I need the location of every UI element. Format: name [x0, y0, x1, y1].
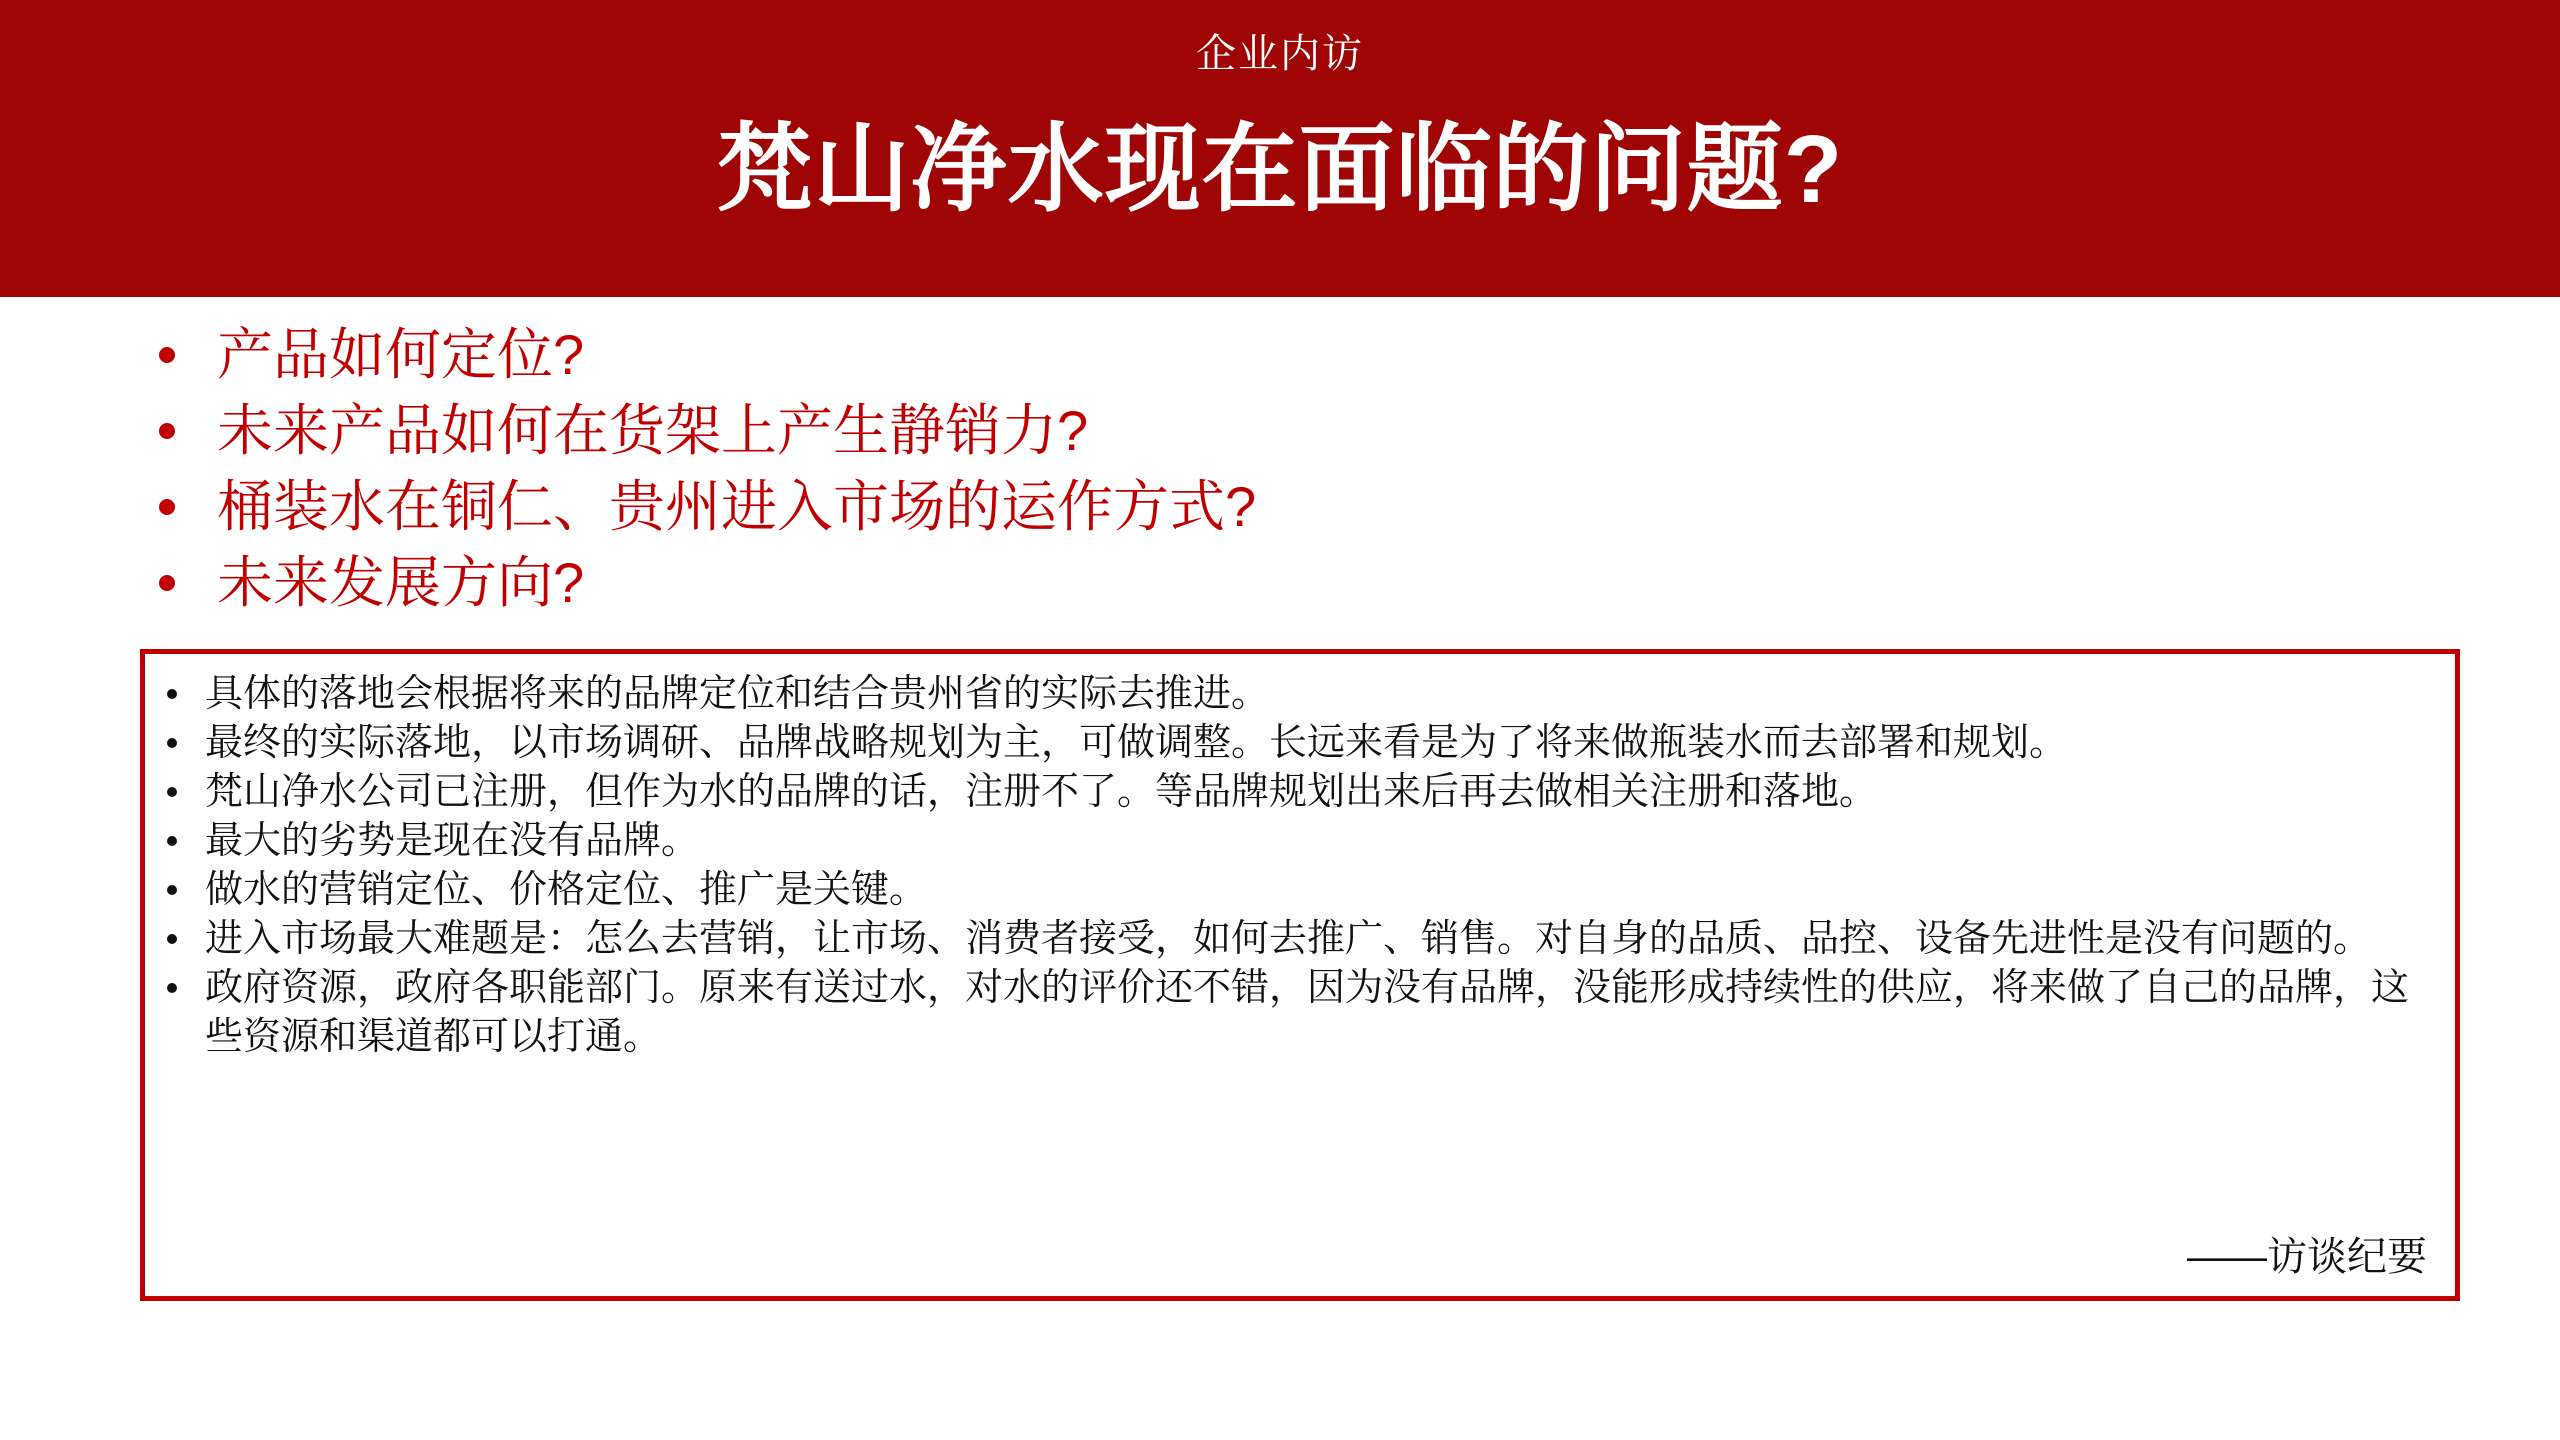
question-item: 产品如何定位?: [155, 317, 2560, 393]
question-list: [155, 317, 2560, 621]
note-item: 最终的实际落地，以市场调研、品牌战略规划为主，可做调整。长远来看是为了将来做瓶装水而去部署和规划。: [145, 719, 2425, 768]
note-item: 做水的营销定位、价格定位、推广是关键。: [145, 866, 2425, 915]
notes-list: [145, 670, 2425, 1062]
attribution-label: ——访谈纪要: [2187, 1235, 2427, 1279]
question-item: 未来产品如何在货架上产生静销力?: [155, 393, 2560, 469]
note-item: 进入市场最大难题是：怎么去营销，让市场、消费者接受，如何去推广、销售。对自身的品质、品控、设备先进性是没有问题的。: [145, 915, 2425, 964]
notes-box: [140, 649, 2460, 1301]
note-item: 具体的落地会根据将来的品牌定位和结合贵州省的实际去推进。: [145, 670, 2425, 719]
eyebrow-label: 企业内访: [1196, 31, 1364, 76]
question-item: 桶装水在铜仁、贵州进入市场的运作方式?: [155, 469, 2560, 545]
note-item: 最大的劣势是现在没有品牌。: [145, 817, 2425, 866]
note-item: 政府资源，政府各职能部门。原来有送过水，对水的评价还不错，因为没有品牌，没能形成持续性的供应，将来做了自己的品牌，这些资源和渠道都可以打通。: [145, 964, 2425, 1062]
question-item: 未来发展方向?: [155, 545, 2560, 621]
slide-title: 梵山净水现在面临的问题?: [716, 116, 1844, 223]
note-item: 梵山净水公司已注册，但作为水的品牌的话，注册不了。等品牌规划出来后再去做相关注册和落地。: [145, 768, 2425, 817]
slide-header: [0, 0, 2560, 297]
